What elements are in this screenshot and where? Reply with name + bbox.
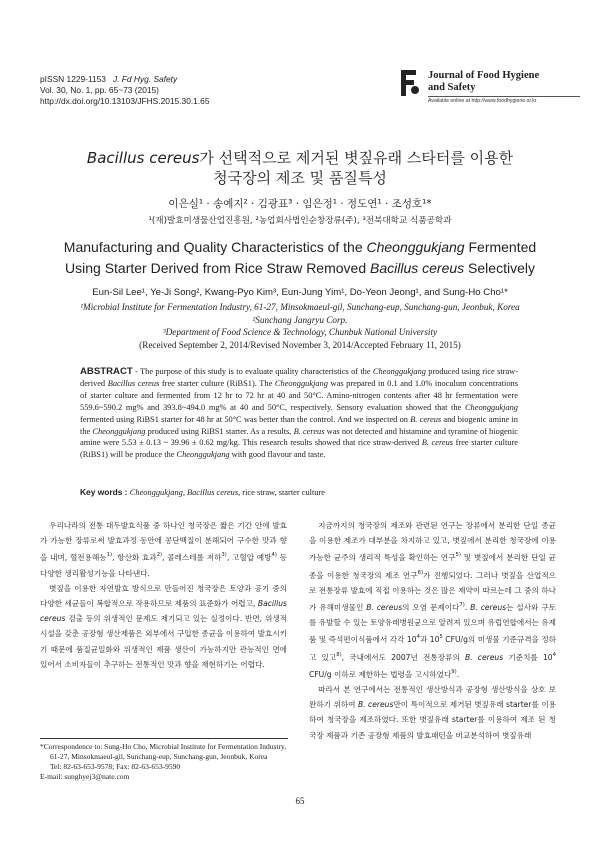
volume-line: Vol. 30, No. 1, pp. 65~73 (2015): [40, 85, 159, 95]
abstract-text: was not detected and histamine and tyramine of biogenic amine were 5.53 ± 0.13 ~ 39.96 ± 0.62 mg/kg. This research results showed that rice straw-derived: [80, 426, 518, 448]
abstract-italic: Bacillus cereus: [107, 378, 160, 388]
species-name: B. cereus: [464, 652, 504, 662]
text: 만이 특이적으로 제거된 볏짚유래 starter를 이용하여 청국장을 제조하였다. 또한 볏짚유래 starter를 이용하여 제조 된 청국장 제품과 기존 공장형 제품의 발효패턴을 비교분석하여 볏짚유래: [309, 700, 556, 740]
text: 는 설사와 구토를 유발할 수 있는 토양유래병원균으로 알려져 있으며 유럽연합에서는 유제품 및 즉석편이식품에서 각각 10: [309, 603, 556, 645]
abstract-text: was prepared in 0.1 and 1.0% inoculum concentrations of starter culture and fermented from 12 hr to 72 hr at 40 and 50°C. Amino-nitrogen contents after 48 hr fermentation were 559.6~590.2 mg% and 393.8~494.0 mg% at 40 and 50°C, respectively. Sensory evaluation showed that the: [80, 378, 518, 412]
correspondence-footnote: [40, 742, 292, 782]
journal-header: [40, 74, 209, 107]
species-name: B. cereus: [470, 603, 507, 613]
citation: 2): [156, 552, 163, 559]
species-name: B. cereus: [366, 603, 403, 613]
logo-divider: [428, 96, 580, 97]
title-korean: [0, 148, 600, 188]
logo-title-line1: Journal of Food Hygiene: [428, 70, 540, 81]
text: 볏짚을 이용한 자연발효 방식으로 만들어진 청국장은 토양과 공기 중의 다양한 세균들이 복합적으로 작용하므로 제품의 표준화가 어렵고,: [40, 583, 287, 609]
text: , 항산화 효과: [112, 553, 157, 563]
footnote-address: *Correspondence to: Sung-Ho Cho, Microbial Institute for Fermentation Industry, 61-27, Minsokmaeul-gil, Sunchang-eup, Sunchang-gun, Jeonbuk, Korea: [40, 742, 287, 761]
superscript: 5: [439, 634, 443, 641]
logo-url[interactable]: Available online at http://www.foodhygiene.or.kr: [428, 98, 537, 104]
text: , 콜레스테롤 저하: [162, 553, 222, 563]
affil-en-1: ¹Microbial Institute for Fermentation Industry, 61-27, Minsokmaeul-gil, Sunchang-eup, Sunchang-gun, Jeonbuk, Korea: [80, 302, 520, 312]
footnote-rule: [40, 738, 288, 739]
text: 과 10: [419, 635, 440, 645]
abstract-text: with good flavour and taste.: [229, 450, 326, 460]
paragraph: [309, 682, 556, 743]
text: 검출 등의 위생적인 문제도 제기되고 있는 실정이다. 반면, 위생적 시설을 갖춘 공장형 생산제품은 외부에서 구입한 종균을 이용하여 발효시키기 때문에 품질균일화와 위생적인 제품 생산이 가능하지만 관능적인 면에 있어서 소비자들이 추구하는 전통적인 맛과 향을 재현하기는 어렵다.: [40, 614, 287, 669]
pissn: pISSN 1229-1153: [40, 74, 106, 84]
text: , 국내에서도 2007년 전통장류의: [341, 652, 465, 662]
affiliations-english: [0, 301, 600, 351]
authors-korean: 이은실¹ · 송예지² · 김광표³ · 임은정¹ · 정도연¹ · 조성호¹*: [168, 198, 432, 210]
page-number: 65: [295, 796, 305, 806]
text: 따라서 본 연구에서는 전통적인 생산방식과 공장형 생산방식을 상호 보완하기 위하여: [309, 685, 556, 710]
abstract-italic: Cheonggukjang: [176, 450, 230, 460]
title-ko-line1-rest: 가 선택적으로 제거된 볏짚유래 스타터를 이용한: [199, 149, 514, 167]
abstract: [80, 366, 518, 461]
title-en-l2c: Selectively: [464, 260, 535, 276]
keywords-italic: Cheonggukjang, Bacillus cereus: [129, 488, 239, 497]
body-column-right: [309, 518, 556, 743]
keywords-label: Key words :: [80, 487, 130, 497]
abstract-text: produced using RiBS1 starter. As a results,: [145, 426, 294, 436]
citation: 3): [221, 552, 227, 559]
abstract-italic: Cheonggukjang: [464, 402, 518, 412]
paragraph: [309, 518, 556, 682]
abstract-label: ABSTRACT: [80, 366, 133, 377]
title-en-line2: [0, 258, 600, 279]
title-english: [0, 237, 600, 279]
affiliations-korean: ¹(재)발효미생물산업진흥원, ²농업회사법인순창장류(주), ³전북대학교 식품공학과: [148, 216, 452, 226]
text: 등 다양한 생리활성기능을 나타낸다.: [40, 553, 288, 578]
journal-logo: [396, 66, 576, 106]
title-en-l1a: Manufacturing and Quality Characteristics of the: [63, 239, 367, 255]
title-ko-line2: 청국장의 제조 및 품질특성: [213, 169, 387, 187]
abstract-text: free starter culture (RiBS1) will be produce the: [80, 438, 518, 460]
body-column-left: [40, 518, 287, 672]
text: 가 진행되었다. 그러나 볏짚을 산업적으로 전통장류 발효에 직접 이용하는 것은 많은 제약이 따르는데 그 중의 하나가 유해미생물인: [309, 570, 556, 613]
footnote-phone: Tel: 82-63-653-9578; Fax: 82-63-653-9590: [50, 762, 181, 771]
citation: 1): [106, 552, 113, 559]
abstract-text: free starter culture (RiBS1). The: [159, 378, 275, 388]
species-name: B. cereus: [357, 700, 394, 710]
keywords-text: , rice straw, starter culture: [238, 488, 325, 497]
title-ko-line1: [0, 148, 600, 168]
received-dates: (Received September 2, 2014/Revised November 3, 2014/Accepted February 11, 2015): [139, 339, 461, 350]
title-en-l1c: Fermented: [464, 239, 537, 255]
title-en-l2b: Bacillus cereus: [370, 260, 465, 276]
text: 기준치를 10: [503, 652, 553, 662]
footnote-email[interactable]: E-mail: sunghyej3@nate.com: [40, 772, 130, 781]
citation: 5): [455, 552, 461, 559]
superscript: 4: [416, 634, 420, 641]
abstract-italic: Cheonggukjang: [372, 367, 426, 376]
authors-english: Eun-Sil Lee¹, Ye-Ji Song², Kwang-Pyo Kim³, Eun-Jung Yim¹, Do-Yeon Jeong¹, and Sung-Ho Cho¹*: [92, 287, 508, 298]
text: CFU/g의 미생물 기준규격을 정하고 있고: [309, 635, 557, 662]
abstract-text: - The purpose of this study is to evaluate quality characteristics of the: [132, 367, 373, 376]
citation: 9): [451, 668, 457, 675]
journal-logo-icon: [396, 66, 422, 100]
citation: 8): [336, 651, 342, 658]
text: , 고혈압 예방: [226, 553, 272, 563]
text: .: [464, 603, 471, 613]
citation: 7): [459, 602, 465, 609]
paragraph: [40, 518, 287, 581]
text: .: [456, 669, 460, 679]
paragraph: [40, 581, 287, 672]
text: 우리나라의 전통 대두발효식품 중 하나인 청국장은 짧은 기간 안에 발효가 가능한 장류로써 발효과정 동안에 콩단백질이 분해되어 구수한 맛과 향을 내며, 혈전용해능: [40, 521, 287, 563]
logo-title-line2: and Safety: [428, 82, 476, 93]
species-name: Bacillus cereus: [40, 599, 287, 624]
abstract-italic: B. cereus: [421, 438, 454, 448]
text: 지금까지의 청국장의 제조와 관련된 연구는 장류에서 분리한 단일 종균을 이용한 제조가 대부분을 차지하고 있고, 볏짚에서 분리한 청국장에 이용 가능한 균주의 생리적 특성을 확인하는 연구: [309, 521, 556, 563]
citation: 4): [271, 552, 277, 559]
title-en-l1b: Cheonggukjang: [366, 239, 465, 255]
abstract-italic: Cheonggukjang: [274, 378, 328, 388]
text: 의 오염 문제이다: [402, 603, 460, 613]
abstract-italic: B. cereus: [410, 414, 442, 424]
title-en-line1: [0, 237, 600, 258]
abstract-text: produced using rice straw-derived: [80, 367, 518, 388]
abstract-italic: Cheonggukjang: [92, 426, 146, 436]
citation: 6): [417, 569, 424, 576]
abstract-text: and biogenic amine in the: [80, 414, 518, 436]
title-en-l2a: Using Starter Derived from Rice Straw Removed: [65, 260, 371, 276]
keywords: [80, 487, 520, 497]
affil-en-3: ³Department of Food Science & Technology, Chunbuk National University: [162, 327, 438, 337]
abstract-italic: B. cereus: [293, 426, 325, 436]
journal-abbrev: J. Fd Hyg. Safety: [112, 74, 178, 84]
text: 및 볏짚에서 분리한 단일 균종을 이용한 청국장의 제조 연구: [309, 553, 556, 580]
doi-link[interactable]: http://dx.doi.org/10.13103/JFHS.2015.30.1.65: [40, 96, 210, 106]
superscript: 4: [552, 651, 556, 658]
title-ko-species: Bacillus cereus: [86, 149, 200, 167]
affil-en-2: ²Sunchang Jangryu Corp.: [252, 314, 348, 325]
text: CFU/g 이하로 제한하는 법령을 고시하였다: [309, 669, 452, 679]
abstract-text: fermented using RiBS1 starter for 48 hr at 50°C was better than the control. And we inspected on: [80, 414, 411, 424]
